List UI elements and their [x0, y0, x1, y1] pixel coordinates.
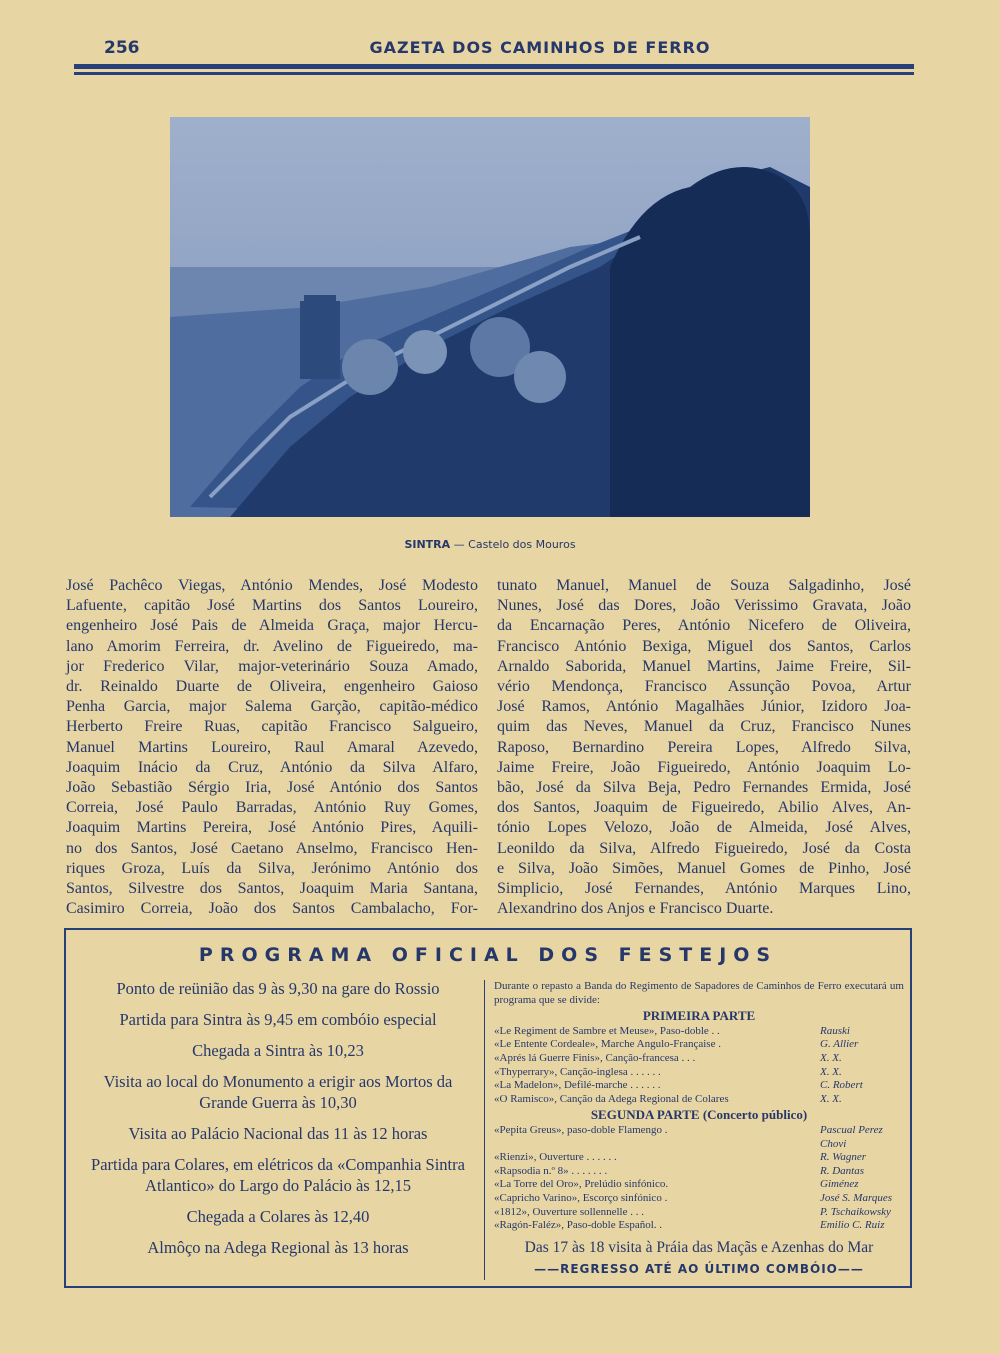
text-line: lano Amorim Ferreira, dr. Avelino de Figueiredo, ma- [66, 637, 478, 655]
music-row [494, 1192, 904, 1206]
music-row [494, 1066, 904, 1080]
text-line: Jaime Freire, João Figueiredo, António Joaquim Lo- [497, 758, 911, 776]
text-line: Leonildo da Silva, Alfredo Figueiredo, José da Costa [497, 839, 911, 857]
music-row [494, 1206, 904, 1220]
text-line: José Ramos, António Magalhães Júnior, Izidoro Joa- [497, 698, 911, 716]
text-line: Raposo, Bernardino Pereira Lopes, Alfredo Silva, [497, 738, 911, 756]
return-note: ——REGRESSO ATÉ AO ÚLTIMO COMBÓIO—— [534, 1261, 864, 1276]
music-composer: P. Tschaikowsky [820, 1205, 891, 1218]
music-row [494, 1151, 904, 1165]
text-column-left [66, 576, 478, 919]
schedule-list [78, 978, 478, 1268]
schedule-item: Visita ao Palácio Nacional das 11 às 12 horas [128, 1124, 428, 1143]
music-piece: «Rienzi», Ouverture . . . . . . [494, 1151, 617, 1164]
music-row [494, 1124, 904, 1151]
text-line: dr. Reinaldo Duarte de Oliveira, engenheiro Gaioso [66, 678, 478, 696]
text-line: Nunes, José das Dores, João Verissimo Gravata, João [497, 597, 911, 615]
text-line: e Silva, João Simões, Manuel Gomes de Pinho, José [497, 859, 911, 877]
text-line: riques Groza, Luís da Silva, Jerónimo António dos [66, 859, 478, 877]
text-line: quim das Neves, Manuel da Cruz, Francisco Nunes [497, 718, 911, 736]
schedule-item: Almôço na Adega Regional às 13 horas [147, 1238, 409, 1257]
music-piece: «Ragón-Faléz», Paso-doble Español. . [494, 1219, 663, 1232]
part1-title: PRIMEIRA PARTE [642, 1008, 756, 1024]
text-line: Francisco António Bexiga, Miguel dos Santos, Carlos [497, 637, 911, 655]
castle-photo [170, 117, 810, 517]
text-line: vério Mendonça, Francisco Assunção Povoa, Artur [497, 678, 911, 696]
music-composer: G. Allier [820, 1038, 859, 1051]
page-number: 256 [104, 38, 140, 58]
music-piece: «La Torre del Oro», Prelúdio sinfónico. [494, 1178, 669, 1191]
text-line: Casimiro Correia, João dos Santos Cambalacho, For- [66, 900, 478, 918]
music-row [494, 1038, 904, 1052]
schedule-item: Partida para Sintra às 9,45 em combóio especial [119, 1010, 437, 1029]
schedule-item: Chegada a Colares às 12,40 [186, 1207, 370, 1226]
music-composer: Giménez [820, 1178, 859, 1191]
music-composer: X. X. [820, 1092, 842, 1105]
part2-title: SEGUNDA PARTE (Concerto público) [590, 1107, 808, 1123]
visit-note: Das 17 às 18 visita à Práia das Maçãs e Azenhas do Mar [524, 1238, 874, 1256]
text-line: Joaquim Martins Pereira, José António Pires, Aquili- [66, 819, 478, 837]
music-row [494, 1219, 904, 1233]
music-row [494, 1093, 904, 1107]
music-composer: Pascual Perez Chovi [820, 1123, 883, 1150]
music-intro: Durante o repasto a Banda do Regimento de Sapadores de Caminhos de Ferro executará um programa que se divide: [494, 980, 904, 1006]
music-piece: «Aprés lá Guerre Finis», Canção-francesa . . . [494, 1051, 696, 1064]
text-line: dos Santos, Joaquim de Figueiredo, Abilio Alves, An- [497, 799, 911, 817]
music-piece: «Capricho Varino», Escorço sinfónico . [494, 1191, 668, 1204]
text-line: Simplicio, José Fernandes, António Marques Lino, [497, 880, 911, 898]
text-line: jor Frederico Vilar, major-veterinário Souza Amado, [66, 657, 478, 675]
text-line: tunato Manuel, Manuel de Souza Salgadinho, José [497, 577, 911, 594]
text-line: Santos, Silvestre dos Santos, Joaquim Maria Santana, [66, 880, 478, 898]
text-line: tónio Lopes Velozo, João de Almeida, José Alves, [497, 819, 911, 837]
text-line: Herberto Freire Ruas, capitão Francisco Salgueiro, [66, 718, 478, 736]
music-piece: «1812», Ouverture sollennelle . . . [494, 1205, 644, 1218]
music-composer: X. X. [820, 1065, 842, 1078]
music-row [494, 1025, 904, 1039]
music-row [494, 1178, 904, 1192]
header-rule [74, 64, 914, 69]
music-composer: R. Wagner [820, 1151, 867, 1164]
text-column-right [497, 576, 911, 919]
music-composer: X. X. [820, 1051, 842, 1064]
music-piece: «Pepita Greus», paso-doble Flamengo . [494, 1123, 668, 1136]
text-line: Arnaldo Saborida, Manuel Martins, Jaime Freire, Sil- [497, 657, 911, 675]
journal-title: GAZETA DOS CAMINHOS DE FERRO [369, 38, 711, 57]
schedule-item: Chegada a Sintra às 10,23 [192, 1041, 364, 1060]
caption-subtitle: Castelo dos Mouros [468, 538, 576, 551]
schedule-item: Ponto de reünião das 9 às 9,30 na gare do Rossio [116, 979, 440, 998]
caption-sep: — [450, 538, 469, 551]
music-row [494, 1052, 904, 1066]
text-line: José Pachêco Viegas, António Mendes, José Modesto [66, 577, 478, 594]
text-line: no dos Santos, José Caetano Anselmo, Francisco Hen- [66, 839, 478, 857]
music-composer: Rauski [820, 1024, 850, 1037]
text-line: Correia, José Paulo Barradas, António Ruy Gomes, [66, 799, 478, 817]
text-line: bão, José da Silva Beja, Pedro Fernandes Ermida, José [497, 779, 911, 797]
music-composer: José S. Marques [820, 1191, 892, 1204]
music-piece: «Thyperrary», Canção-inglesa . . . . . . [494, 1065, 661, 1078]
text-line: João Sebastião Sérgio Iria, José António dos Santos [66, 779, 478, 797]
text-line: Manuel Martins Loureiro, Raul Amaral Azevedo, [66, 738, 478, 756]
text-line: Joaquim Inácio da Cruz, António da Silva Alfaro, [66, 758, 478, 776]
music-piece: «La Madelon», Defilé-marche . . . . . . [494, 1079, 661, 1092]
photo-caption [170, 538, 810, 551]
text-line: Alexandrino dos Anjos e Francisco Duarte. [497, 900, 774, 918]
program-title: PROGRAMA OFICIAL DOS FESTEJOS [198, 944, 778, 966]
text-line: engenheiro José Pais de Almeida Graça, major Hercu- [66, 617, 478, 635]
schedule-item: Partida para Colares, em elétricos da «Companhia Sintra Atlantico» do Largo do Palácio às 12,15 [91, 1155, 465, 1195]
text-line: Penha Garcia, major Salema Garção, capitão-médico [66, 698, 478, 716]
music-composer: R. Dantas [820, 1164, 864, 1177]
music-composer: C. Robert [820, 1079, 863, 1092]
music-row [494, 1079, 904, 1093]
music-piece: «Le Regiment de Sambre et Meuse», Paso-doble . . [494, 1024, 720, 1037]
music-piece: «Rapsodia n.º 8» . . . . . . . [494, 1164, 608, 1177]
music-piece: «Le Entente Cordeale», Marche Angulo-Française . [494, 1038, 721, 1051]
program-box [64, 928, 912, 1288]
schedule-item: Visita ao local do Monumento a erigir aos Mortos da Grande Guerra às 10,30 [103, 1072, 453, 1112]
music-piece: «O Ramisco», Canção da Adega Regional de Colares [494, 1092, 729, 1105]
music-program [494, 980, 904, 1276]
text-line: Lafuente, capitão José Martins dos Santos Loureiro, [66, 597, 478, 615]
music-row [494, 1165, 904, 1179]
header-rule-thin [74, 72, 914, 75]
music-composer: Emilio C. Ruiz [820, 1219, 885, 1232]
program-divider [484, 980, 485, 1280]
caption-title: SINTRA [404, 538, 451, 551]
text-line: da Encarnação Peres, António Nicefero de Oliveira, [497, 617, 911, 635]
